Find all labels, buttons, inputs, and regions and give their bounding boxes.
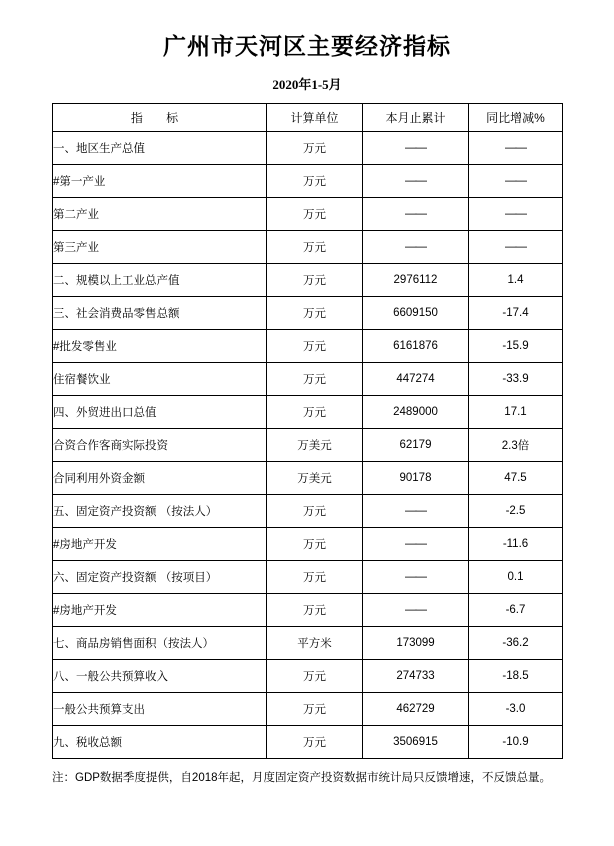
row-yoy-value: 2.3倍 xyxy=(469,429,563,462)
row-cumulative-value: 274733 xyxy=(363,660,469,693)
row-yoy-value: -10.9 xyxy=(469,726,563,759)
column-header-unit: 计算单位 xyxy=(267,104,363,132)
row-cumulative-value: —— xyxy=(363,495,469,528)
row-indicator-label: #房地产开发 xyxy=(53,528,267,561)
row-unit: 万元 xyxy=(267,297,363,330)
row-indicator-label: 八、一般公共预算收入 xyxy=(53,660,267,693)
row-cumulative-value: —— xyxy=(363,528,469,561)
table-row xyxy=(53,132,563,165)
column-header-indicator: 指 标 xyxy=(53,104,267,132)
row-indicator-label: 一般公共预算支出 xyxy=(53,693,267,726)
row-yoy-value: -18.5 xyxy=(469,660,563,693)
row-cumulative-value: 447274 xyxy=(363,363,469,396)
row-cumulative-value: —— xyxy=(363,165,469,198)
row-yoy-value: 1.4 xyxy=(469,264,563,297)
row-unit: 万元 xyxy=(267,132,363,165)
row-yoy-value: —— xyxy=(469,231,563,264)
row-yoy-value: -15.9 xyxy=(469,330,563,363)
row-yoy-value: 47.5 xyxy=(469,462,563,495)
row-indicator-label: 二、规模以上工业总产值 xyxy=(53,264,267,297)
table-row xyxy=(53,528,563,561)
document-page xyxy=(0,28,614,846)
row-cumulative-value: 2489000 xyxy=(363,396,469,429)
row-unit: 万元 xyxy=(267,726,363,759)
row-cumulative-value: —— xyxy=(363,561,469,594)
row-cumulative-value: —— xyxy=(363,231,469,264)
row-cumulative-value: 173099 xyxy=(363,627,469,660)
row-indicator-label: 第三产业 xyxy=(53,231,267,264)
row-yoy-value: —— xyxy=(469,132,563,165)
row-indicator-label: 合同利用外资金额 xyxy=(53,462,267,495)
row-indicator-label: 三、社会消费品零售总额 xyxy=(53,297,267,330)
row-unit: 万元 xyxy=(267,231,363,264)
row-unit: 万元 xyxy=(267,495,363,528)
row-yoy-value: 17.1 xyxy=(469,396,563,429)
table-container xyxy=(0,103,614,759)
row-unit: 万美元 xyxy=(267,429,363,462)
table-row xyxy=(53,462,563,495)
table-row xyxy=(53,297,563,330)
row-indicator-label: #批发零售业 xyxy=(53,330,267,363)
table-row xyxy=(53,231,563,264)
table-header xyxy=(53,104,563,132)
row-cumulative-value: 3506915 xyxy=(363,726,469,759)
column-header-yoy: 同比增减% xyxy=(469,104,563,132)
table-note: 注：GDP数据季度提供，自2018年起，月度固定资产投资数据市统计局只反馈增速，不反馈总量。 xyxy=(52,772,551,784)
row-yoy-value: -33.9 xyxy=(469,363,563,396)
table-body xyxy=(53,132,563,759)
table-row xyxy=(53,165,563,198)
row-cumulative-value: —— xyxy=(363,198,469,231)
row-indicator-label: 住宿餐饮业 xyxy=(53,363,267,396)
row-yoy-value: -2.5 xyxy=(469,495,563,528)
column-header-cumulative: 本月止累计 xyxy=(363,104,469,132)
row-unit: 万元 xyxy=(267,264,363,297)
row-cumulative-value: 462729 xyxy=(363,693,469,726)
table-row xyxy=(53,429,563,462)
row-indicator-label: 七、商品房销售面积（按法人） xyxy=(53,627,267,660)
row-yoy-value: -3.0 xyxy=(469,693,563,726)
row-indicator-label: 九、税收总额 xyxy=(53,726,267,759)
row-unit: 万元 xyxy=(267,594,363,627)
row-cumulative-value: 6161876 xyxy=(363,330,469,363)
table-row xyxy=(53,594,563,627)
row-cumulative-value: 6609150 xyxy=(363,297,469,330)
row-indicator-label: 第二产业 xyxy=(53,198,267,231)
row-unit: 万元 xyxy=(267,561,363,594)
row-unit: 万元 xyxy=(267,363,363,396)
table-row xyxy=(53,627,563,660)
row-unit: 万元 xyxy=(267,165,363,198)
row-indicator-label: 一、地区生产总值 xyxy=(53,132,267,165)
table-row xyxy=(53,561,563,594)
table-row xyxy=(53,495,563,528)
row-indicator-label: 六、固定资产投资额 （按项目） xyxy=(53,561,267,594)
table-row xyxy=(53,330,563,363)
table-row xyxy=(53,396,563,429)
row-indicator-label: 五、固定资产投资额 （按法人） xyxy=(53,495,267,528)
row-yoy-value: -17.4 xyxy=(469,297,563,330)
row-indicator-label: 四、外贸进出口总值 xyxy=(53,396,267,429)
table-row xyxy=(53,198,563,231)
row-yoy-value: 0.1 xyxy=(469,561,563,594)
row-unit: 平方米 xyxy=(267,627,363,660)
table-row xyxy=(53,660,563,693)
table-row xyxy=(53,726,563,759)
row-yoy-value: -6.7 xyxy=(469,594,563,627)
page-title: 广州市天河区主要经济指标 xyxy=(163,34,451,59)
row-unit: 万元 xyxy=(267,693,363,726)
row-unit: 万美元 xyxy=(267,462,363,495)
table-row xyxy=(53,693,563,726)
row-unit: 万元 xyxy=(267,198,363,231)
row-indicator-label: #房地产开发 xyxy=(53,594,267,627)
table-row xyxy=(53,264,563,297)
row-cumulative-value: 90178 xyxy=(363,462,469,495)
row-cumulative-value: 2976112 xyxy=(363,264,469,297)
row-unit: 万元 xyxy=(267,330,363,363)
row-cumulative-value: 62179 xyxy=(363,429,469,462)
row-yoy-value: —— xyxy=(469,198,563,231)
economic-indicators-table xyxy=(52,103,563,759)
row-unit: 万元 xyxy=(267,396,363,429)
row-cumulative-value: —— xyxy=(363,132,469,165)
row-cumulative-value: —— xyxy=(363,594,469,627)
page-subtitle: 2020年1-5月 xyxy=(272,77,342,92)
row-indicator-label: #第一产业 xyxy=(53,165,267,198)
row-yoy-value: —— xyxy=(469,165,563,198)
row-unit: 万元 xyxy=(267,528,363,561)
row-yoy-value: -11.6 xyxy=(469,528,563,561)
row-yoy-value: -36.2 xyxy=(469,627,563,660)
table-header-row xyxy=(53,104,563,132)
table-row xyxy=(53,363,563,396)
row-indicator-label: 合资合作客商实际投资 xyxy=(53,429,267,462)
row-unit: 万元 xyxy=(267,660,363,693)
